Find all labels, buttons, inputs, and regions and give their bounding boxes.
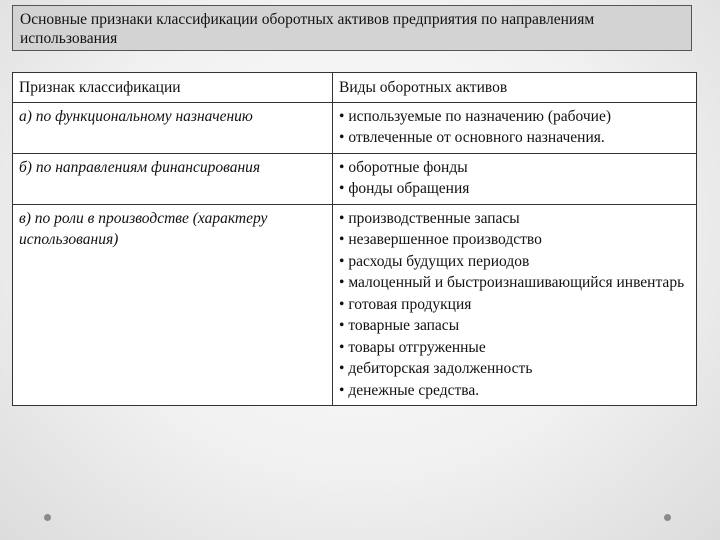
list-item: • отвлеченные от основного назначения. [339,127,692,149]
list-item: • используемые по назначению (рабочие) [339,106,692,128]
header-classification-feature: Признак классификации [13,73,333,103]
decorative-dot-left [44,514,51,521]
table-row [13,204,697,406]
list-item: • малоценный и быстроизнашивающийся инвентарь [339,272,692,294]
row-asset-types [333,102,697,153]
table-header-row [13,73,697,103]
list-item: • товары отгруженные [339,337,692,359]
header-asset-types: Виды оборотных активов [333,73,697,103]
decorative-dot-right [664,514,671,521]
asset-type-list [339,157,692,200]
row-asset-types [333,204,697,406]
asset-type-list [339,208,692,402]
list-item: • денежные средства. [339,380,692,402]
list-item: • незавершенное производство [339,229,692,251]
row-feature: б) по направлениям финансирования [13,153,333,204]
slide-title: Основные признаки классификации оборотных активов предприятия по направлениям использования [12,5,692,51]
list-item: • фонды обращения [339,178,692,200]
list-item: • готовая продукция [339,294,692,316]
table-row [13,153,697,204]
table-row [13,102,697,153]
classification-table [12,72,697,406]
list-item: • дебиторская задолженность [339,358,692,380]
asset-type-list [339,106,692,149]
list-item: • товарные запасы [339,315,692,337]
list-item: • оборотные фонды [339,157,692,179]
list-item: • расходы будущих периодов [339,251,692,273]
list-item: • производственные запасы [339,208,692,230]
row-feature: в) по роли в производстве (характеру использования) [13,204,333,406]
row-asset-types [333,153,697,204]
row-feature: а) по функциональному назначению [13,102,333,153]
